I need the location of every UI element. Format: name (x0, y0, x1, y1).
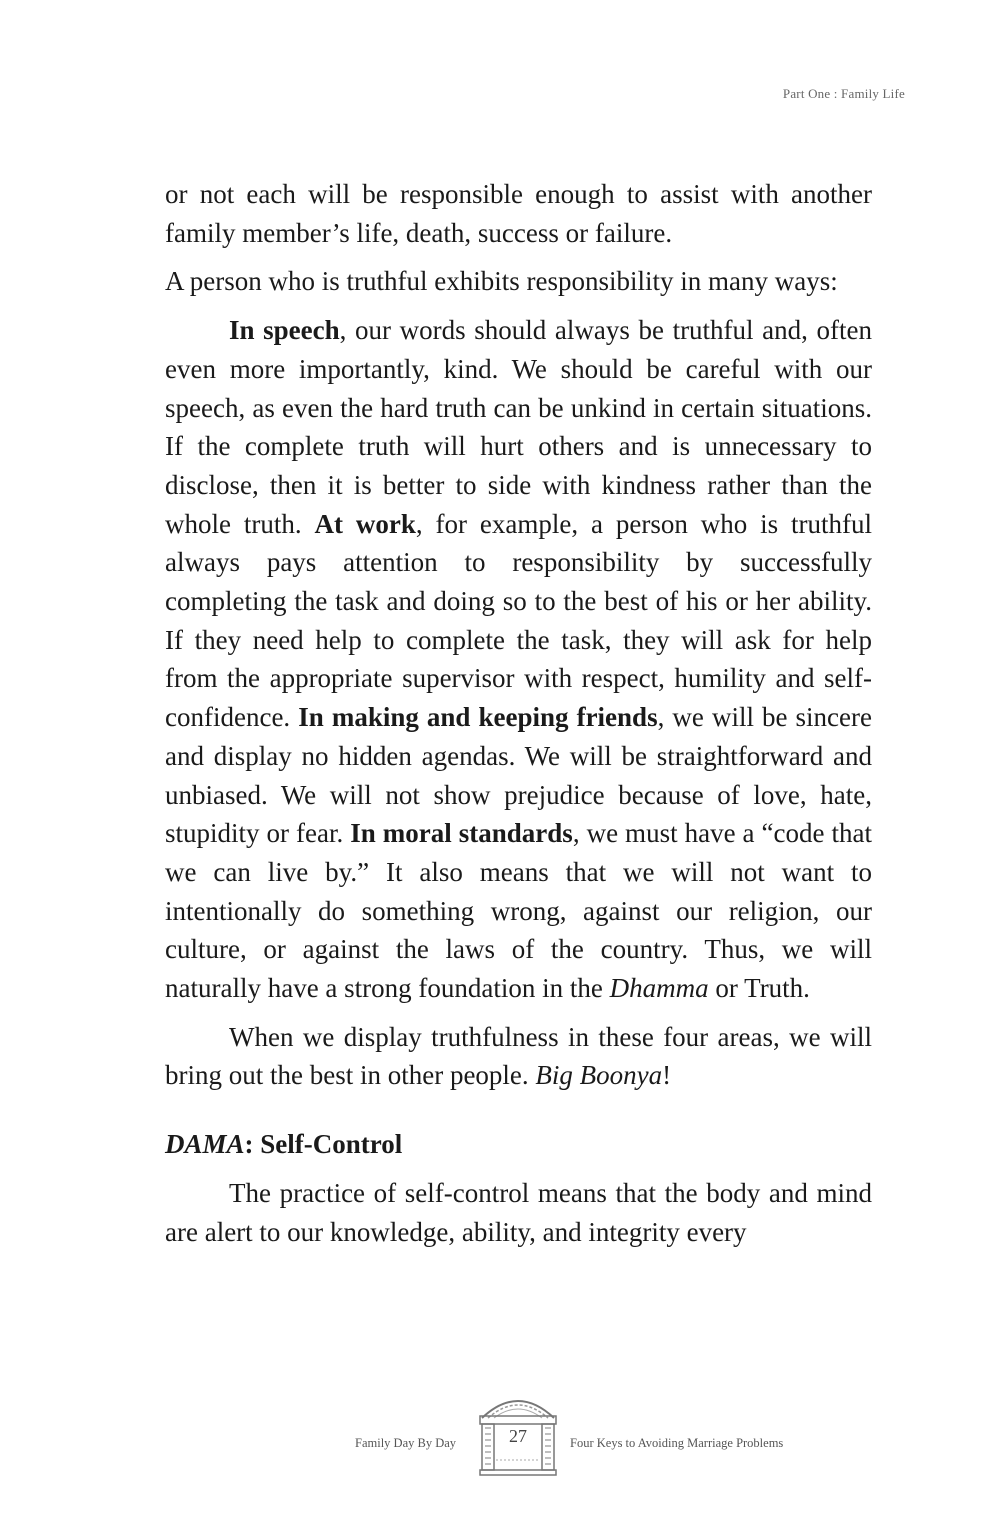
page-footer (0, 1388, 1000, 1478)
label-at-work: At work (314, 508, 416, 539)
section-heading (165, 1125, 872, 1164)
label-moral-standards: In moral standards (350, 818, 573, 849)
label-friends: In making and keeping friends (298, 702, 658, 733)
text-moral-standards: , we must have a “code that we can live by.” It also means that we will not want to intentionally do something wrong, against our religion, our culture, or against the laws of the country. Thus, we will naturally have a strong foundation in the (165, 818, 872, 1004)
paragraph-responsibility-areas (165, 311, 872, 1008)
term-dhamma: Dhamma (609, 973, 709, 1004)
text-conclusion-end: ! (662, 1060, 672, 1091)
term-big-boonya: Big Boonya (535, 1060, 663, 1091)
footer-chapter-title: Four Keys to Avoiding Marriage Problems (570, 1436, 784, 1450)
page-number: 27 (509, 1426, 527, 1446)
text-in-speech: , our words should always be truthful and, often even more importantly, kind. We should be careful with our speech, as even the hard truth can be unkind in certain situations. If the complete truth will hurt others and is unnecessary to disclose, then it is better to side with kindness rather than the whole truth. (165, 315, 873, 539)
section-term: DAMA (165, 1129, 245, 1160)
label-in-speech: In speech (229, 315, 340, 346)
running-header: Part One : Family Life (782, 86, 905, 101)
body-text (165, 175, 872, 1251)
paragraph-self-control: The practice of self-control means that the body and mind are alert to our knowledge, ability, and integrity every (165, 1177, 872, 1247)
section-title: : Self-Control (244, 1129, 403, 1160)
text-conclusion: When we display truthfulness in these four areas, we will bring out the best in other people. (165, 1021, 872, 1091)
text-at-work: , for example, a person who is truthful always pays attention to responsibility by successfully completing the task and doing so to the best of his or her ability. If they need help to complete the task, they will ask for help from the appropriate supervisor with respect, humility and self-confidence. (165, 508, 872, 733)
paragraph-continuation: or not each will be responsible enough to assist with another family member’s life, death, success or failure. (165, 179, 872, 248)
text-friends: , we will be sincere and display no hidden agendas. We will be straightforward and unbiased. We will not show prejudice because of love, hate, stupidity or fear. (165, 702, 873, 849)
text-moral-end: or Truth. (708, 973, 810, 1004)
footer-book-title: Family Day By Day (355, 1436, 457, 1450)
paragraph-conclusion (165, 1018, 872, 1095)
paragraph-truthful-intro: A person who is truthful exhibits responsibility in many ways: (165, 266, 838, 297)
